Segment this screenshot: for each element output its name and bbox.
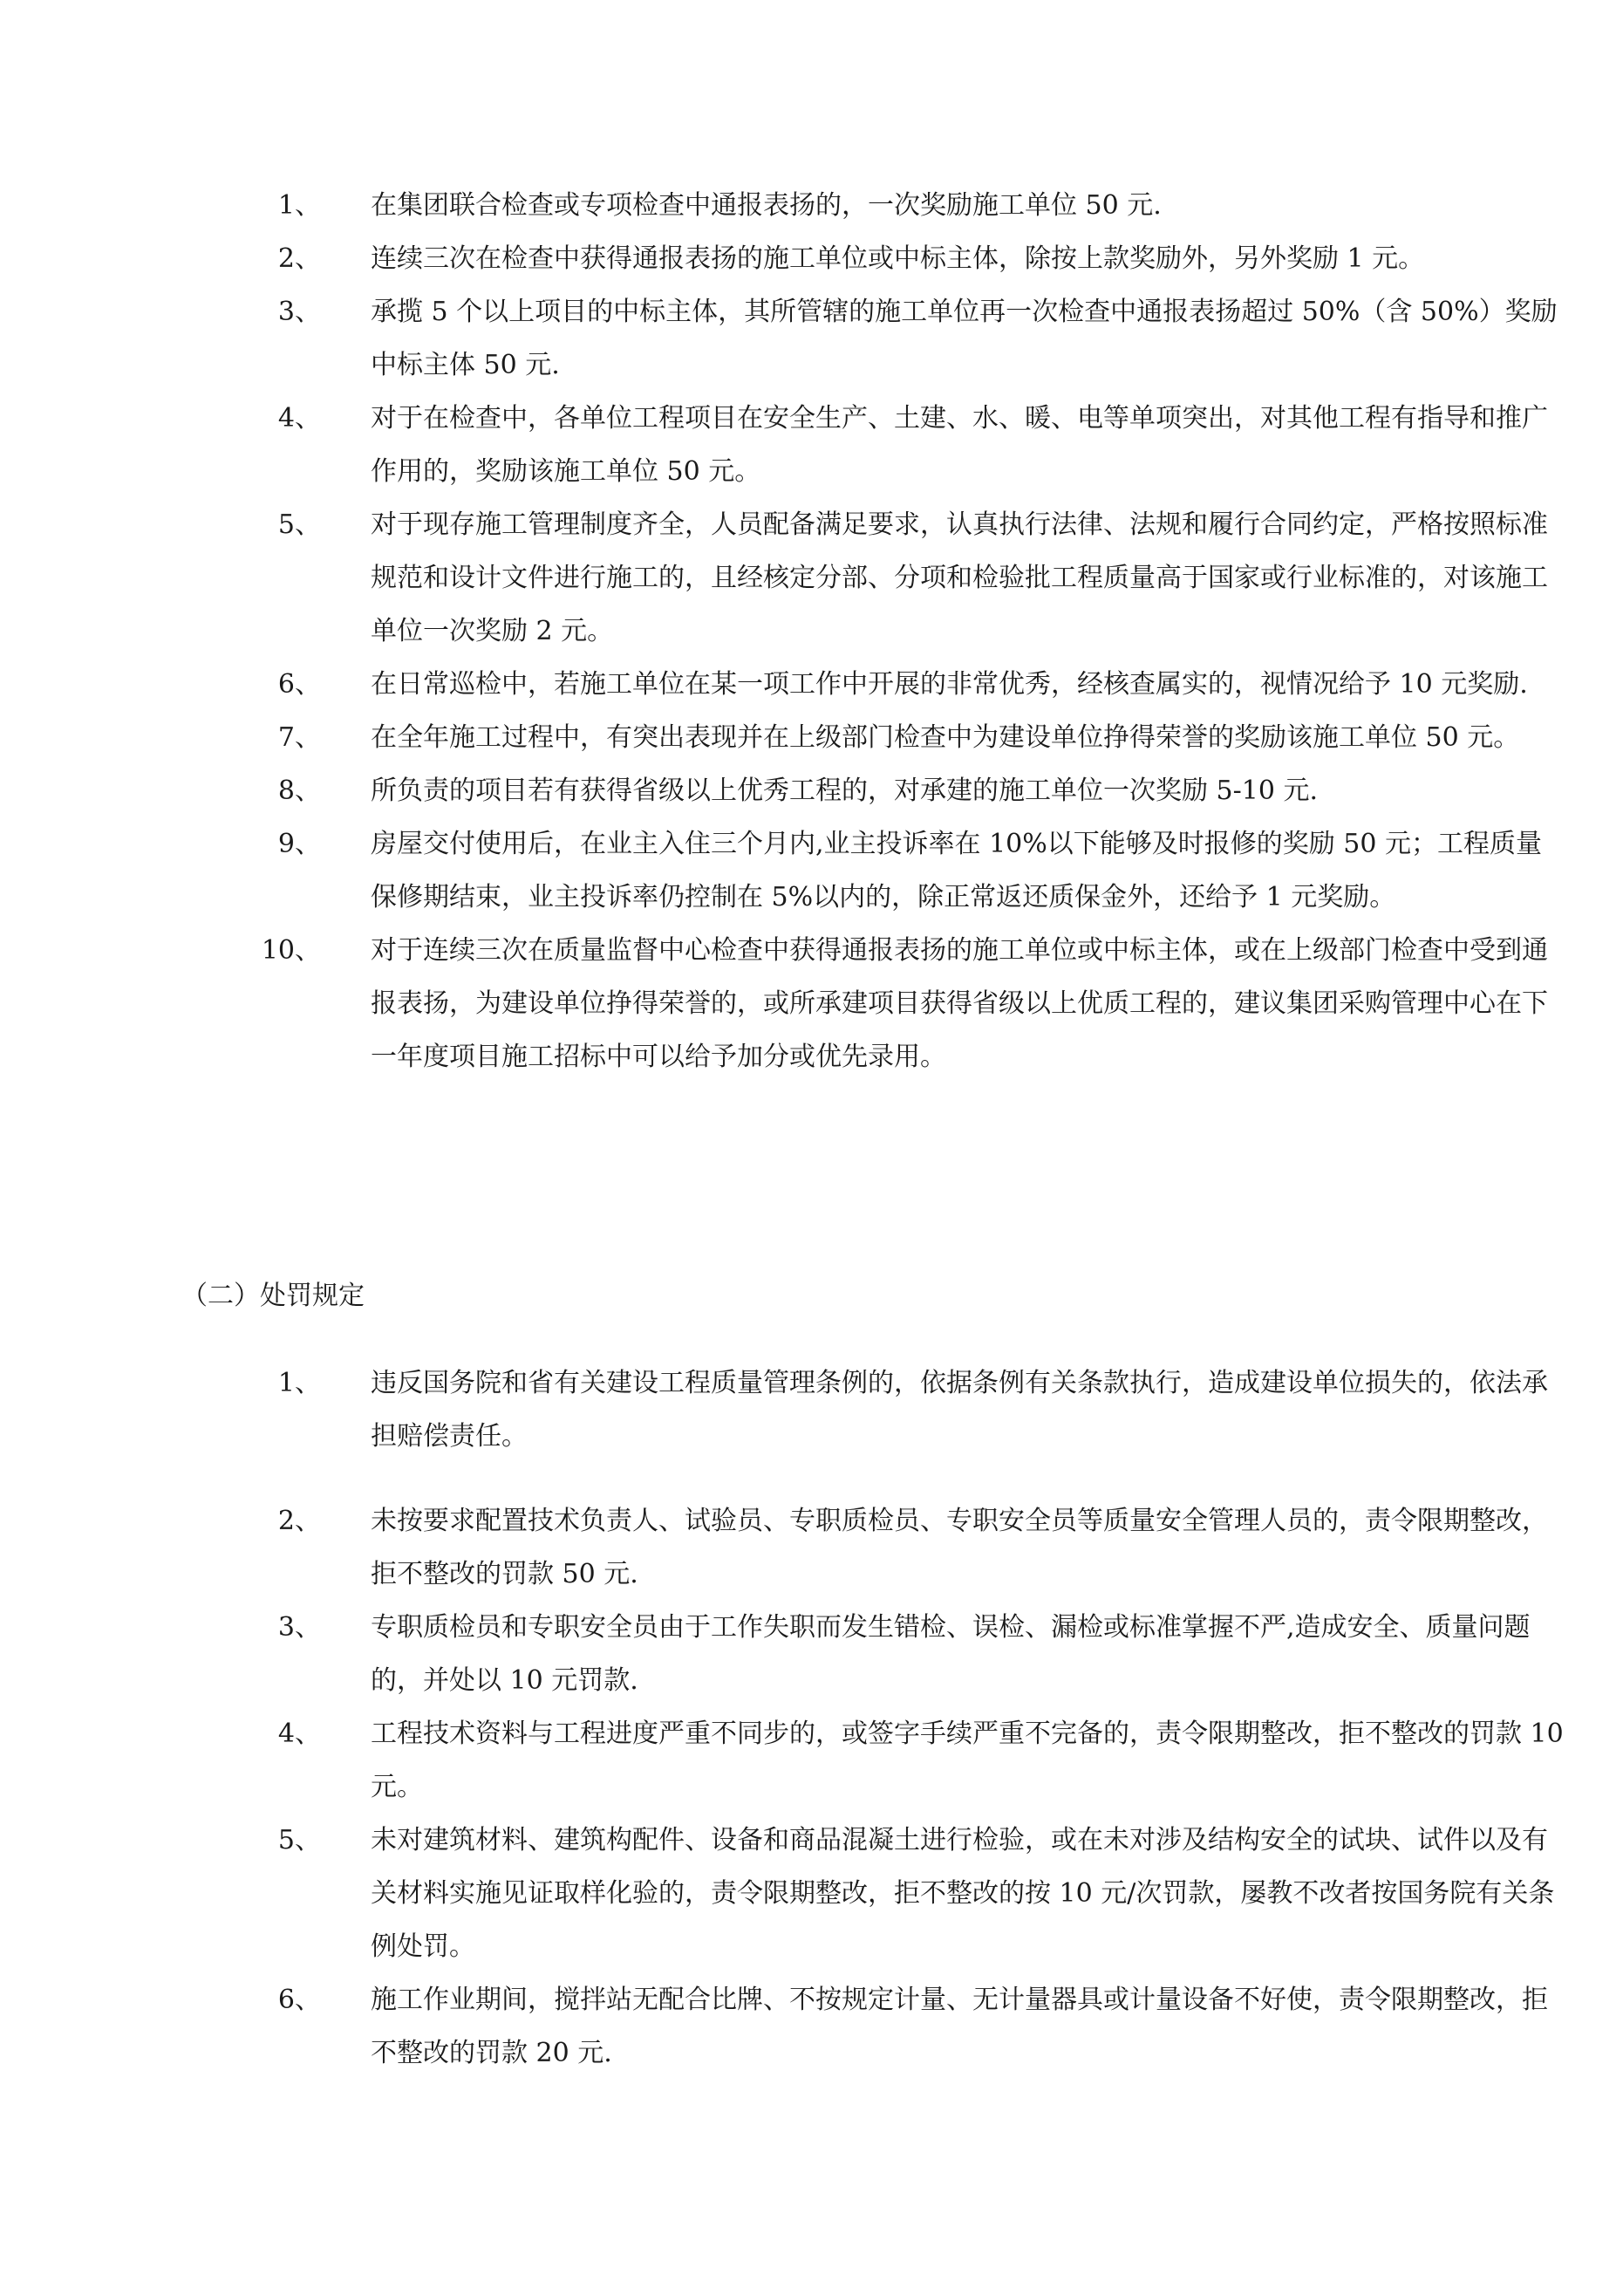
reward-item-text: 在集团联合检查或专项检查中通报表扬的，一次奖励施工单位 50 元. [371, 190, 1162, 221]
reward-item-text: 在全年施工过程中，有突出表现并在上级部门检查中为建设单位挣得荣誉的奖励该施工单位 50 元。 [371, 722, 1520, 753]
penalty-item-text: 违反国务院和省有关建设工程质量管理条例的，依据条例有关条款执行，造成建设单位损失的，依法承担赔偿责任。 [371, 1368, 1548, 1452]
penalty-item-2 [0, 1494, 1565, 1601]
reward-item-text: 连续三次在检查中获得通报表扬的施工单位或中标主体，除按上款奖励外，另外奖励 1 元。 [371, 243, 1425, 274]
rewards-list [0, 179, 1623, 1083]
reward-item-number: 5、 [277, 509, 321, 540]
reward-item-7 [0, 711, 1565, 764]
reward-item-number: 10、 [261, 935, 321, 966]
penalty-item-number: 2、 [277, 1506, 321, 1536]
reward-item-text: 在日常巡检中，若施工单位在某一项工作中开展的非常优秀，经核查属实的，视情况给予 10 元奖励. [371, 669, 1528, 700]
reward-item-text: 对于连续三次在质量监督中心检查中获得通报表扬的施工单位或中标主体，或在上级部门检查中受到通报表扬，为建设单位挣得荣誉的，或所承建项目获得省级以上优质工程的，建议集团采购管理中心在下一年度项目施工招标中可以给予加分或优先录用。 [371, 935, 1548, 1072]
penalty-item-4 [0, 1707, 1565, 1814]
reward-item-number: 8、 [277, 776, 321, 806]
reward-item-1 [0, 179, 1565, 232]
reward-item-9 [0, 817, 1565, 924]
reward-item-number: 3、 [277, 297, 321, 327]
reward-item-6 [0, 658, 1565, 711]
reward-item-number: 4、 [277, 403, 321, 434]
reward-item-text: 对于现存施工管理制度齐全，人员配备满足要求，认真执行法律、法规和履行合同约定，严格按照标准规范和设计文件进行施工的，且经核定分部、分项和检验批工程质量高于国家或行业标准的，对该施工单位一次奖励 2 元。 [371, 509, 1548, 646]
penalty-item-number: 5、 [277, 1825, 321, 1855]
penalty-item-3 [0, 1601, 1565, 1707]
penalty-item-text: 工程技术资料与工程进度严重不同步的，或签字手续严重不完备的，责令限期整改，拒不整改的罚款 10 元。 [371, 1719, 1564, 1802]
penalty-item-6 [0, 1973, 1565, 2080]
penalty-item-1 [0, 1356, 1565, 1463]
penalty-item-number: 6、 [277, 1985, 321, 2015]
reward-item-number: 9、 [277, 829, 321, 859]
reward-item-3 [0, 285, 1565, 392]
reward-item-number: 1、 [277, 190, 321, 221]
reward-item-number: 7、 [277, 722, 321, 753]
reward-item-text: 房屋交付使用后，在业主入住三个月内,业主投诉率在 10%以下能够及时报修的奖励 50 元；工程质量保修期结束，业主投诉率仍控制在 5%以内的，除正常返还质保金外，还给予 1 元奖励。 [371, 829, 1542, 912]
reward-item-4 [0, 392, 1565, 498]
reward-item-2 [0, 232, 1565, 285]
reward-item-5 [0, 498, 1565, 658]
penalty-item-text: 未按要求配置技术负责人、试验员、专职质检员、专职安全员等质量安全管理人员的，责令限期整改，拒不整改的罚款 50 元. [371, 1506, 1548, 1589]
penalties-list [0, 1356, 1623, 2080]
penalty-item-number: 4、 [277, 1719, 321, 1749]
reward-item-8 [0, 764, 1565, 817]
penalty-item-number: 1、 [277, 1368, 321, 1398]
penalty-item-text: 未对建筑材料、建筑构配件、设备和商品混凝土进行检验，或在未对涉及结构安全的试块、试件以及有关材料实施见证取样化验的，责令限期整改，拒不整改的按 10 元/次罚款，屡教不改者按国务院有关条例处罚。 [371, 1825, 1555, 1962]
reward-item-text: 所负责的项目若有获得省级以上优秀工程的，对承建的施工单位一次奖励 5-10 元. [371, 776, 1319, 806]
penalty-item-text: 施工作业期间，搅拌站无配合比牌、不按规定计量、无计量器具或计量设备不好使，责令限期整改，拒不整改的罚款 20 元. [371, 1985, 1548, 2068]
reward-item-text: 对于在检查中，各单位工程项目在安全生产、土建、水、暖、电等单项突出，对其他工程有指导和推广作用的，奖励该施工单位 50 元。 [371, 403, 1548, 487]
reward-item-10 [0, 924, 1565, 1083]
section-heading-penalties: （二）处罚规定 [181, 1281, 365, 1311]
reward-item-text: 承揽 5 个以上项目的中标主体，其所管辖的施工单位再一次检查中通报表扬超过 50%（含 50%）奖励中标主体 50 元. [371, 297, 1558, 380]
reward-item-number: 2、 [277, 243, 321, 274]
reward-item-number: 6、 [277, 669, 321, 700]
penalty-item-text: 专职质检员和专职安全员由于工作失职而发生错检、误检、漏检或标准掌握不严,造成安全、质量问题的，并处以 10 元罚款. [371, 1612, 1531, 1696]
penalty-item-number: 3、 [277, 1612, 321, 1643]
penalty-item-5 [0, 1814, 1565, 1973]
